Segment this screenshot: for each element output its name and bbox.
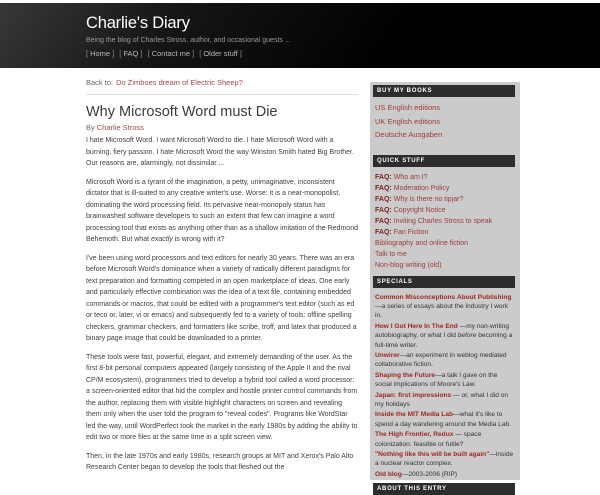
quick-stuff-item-talk-to-me: [375, 249, 515, 260]
specials-desc: —my non-writing autobiography, or what I did: [375, 322, 510, 340]
specials-item-common-misconceptions: [375, 293, 515, 321]
sidebar-link-mit-media-lab[interactable]: Inside the MIT Media Lab: [375, 411, 454, 419]
sidebar-link-bibliography[interactable]: Bibliography and online fiction: [375, 239, 469, 247]
quick-stuff-item-copyright-notice: [375, 205, 515, 216]
post-paragraph-2: [86, 177, 358, 246]
post-paragraph-3: I've been using word processors and text editors for nearly 30 years. There was an era before Microsoft Word's dominance when a variety of radically different paradigms for text preparation and formatting competed in an open marketplace of ideas. One early and particularly effective combination was the idea of a text file, containing embedded commands or macros, that could be edited with a programmer's text editor (such as ed or teco or, later, vi or emacs) and subsequently fed to a variety of tools: offline spelling checkers, grammar checkers, and formatters like scribe, troff, and latex that produced a binary page image that could be downloaded to a printer.: [86, 254, 357, 342]
sidebar-link-talk-to-me[interactable]: Talk to me: [375, 250, 407, 258]
quick-stuff-item-non-blog-writing: [375, 260, 515, 271]
sidebar-link-unwirer[interactable]: Unwirer: [375, 351, 400, 359]
faq-prefix: FAQ:: [375, 228, 392, 236]
sidebar-link-no-tipjar[interactable]: Why is there no tipjar?: [393, 195, 464, 203]
byline-prefix: By: [86, 123, 95, 132]
back-to-label: Back to:: [86, 78, 114, 87]
main-content: [86, 78, 358, 481]
bracket: ]: [239, 49, 242, 58]
sidebar-section-quick-stuff: [373, 172, 515, 271]
bracket: [: [119, 49, 122, 58]
sidebar-link-shaping-the-future[interactable]: Shaping the Future: [375, 371, 436, 379]
faq-prefix: FAQ:: [375, 217, 392, 225]
sidebar-link-inviting-charles-stross[interactable]: Inviting Charles Stross to speak: [393, 217, 493, 225]
bracket: ]: [192, 49, 195, 58]
quick-stuff-item-moderation-policy: [375, 183, 515, 194]
sidebar: [370, 82, 520, 493]
specials-item-japan-first-impressions: [375, 391, 515, 410]
quick-stuff-item-who-am-i: [375, 172, 515, 183]
quick-stuff-item-fan-fiction: [375, 227, 515, 238]
nav-item-home[interactable]: [86, 49, 114, 58]
sidebar-link-high-frontier-redux[interactable]: The High Frontier, Redux: [375, 431, 454, 439]
specials-desc: — or, what I did on my holidays: [375, 391, 509, 408]
header-nav: [86, 49, 600, 58]
sidebar-link-nothing-like-this[interactable]: "Nothing like this will be built again": [375, 451, 490, 458]
sidebar-link-deutsche-ausgaben[interactable]: Deutsche Ausgaben: [375, 130, 443, 139]
quick-stuff-item-inviting-charles-stross: [375, 216, 515, 227]
site-header: [0, 3, 600, 68]
bracket: [: [86, 49, 89, 58]
specials-desc: —a series of essays about the industry I work in.: [375, 302, 509, 320]
sidebar-link-fan-fiction[interactable]: Fan Fiction: [393, 228, 429, 236]
site-subtitle: Being the blog of Charles Stross, author, and occasional guests ...: [86, 37, 291, 44]
nav-item-faq[interactable]: [119, 49, 142, 58]
specials-item-high-frontier-redux: [375, 430, 515, 449]
sidebar-link-moderation-policy[interactable]: Moderation Policy: [393, 184, 450, 192]
paragraph-emphasis: exactly: [150, 236, 173, 243]
quick-stuff-item-bibliography: [375, 238, 515, 249]
nav-item-older-stuff[interactable]: [199, 49, 242, 58]
specials-item-how-i-got-here: [375, 322, 515, 350]
section-header-buy-my-books: BUY MY BOOKS: [373, 85, 515, 97]
sidebar-link-copyright-notice[interactable]: Copyright Notice: [393, 206, 446, 214]
sidebar-link-common-misconceptions[interactable]: Common Misconceptions About Publishing: [375, 293, 512, 301]
section-header-specials: SPECIALS: [373, 276, 515, 288]
faq-prefix: FAQ:: [375, 195, 392, 203]
sidebar-link-who-am-i[interactable]: Who am I?: [393, 173, 428, 181]
nav-link-older-stuff[interactable]: Older stuff: [203, 49, 238, 58]
sidebar-link-how-i-got-here[interactable]: How I Got Here In The End: [375, 322, 458, 330]
specials-item-mit-media-lab: [375, 410, 515, 429]
paragraph-text: Microsoft Word is a tyrant of the imagination, a petty, unimaginative, inconsistent dictator that is ill-suited to any creative writer's use. Worse: it is a near-monopolist, dominating the word processing field. Its pervasive near-monopoly status has brainwashed software developers to such an extent that few can imagine a word processing tool that exists as anything other than as a shallow imitation of the Redmond Behemoth. But what: [86, 178, 358, 243]
faq-prefix: FAQ:: [375, 173, 392, 181]
specials-item-nothing-like-this: [375, 450, 515, 469]
sidebar-link-old-blog[interactable]: Old blog: [375, 470, 402, 478]
specials-desc: —an experiment in weblog mediated collaborative fiction.: [375, 351, 507, 369]
specials-item-unwirer: [375, 351, 515, 370]
sidebar-link-japan-first-impressions[interactable]: Japan: first impressions: [375, 391, 452, 399]
nav-link-contact-me[interactable]: Contact me: [151, 49, 191, 58]
bracket: [: [147, 49, 150, 58]
sidebar-section-specials: [373, 293, 515, 480]
sidebar-link-us-english-editions[interactable]: US English editions: [375, 103, 441, 112]
section-header-about-this-entry: ABOUT THIS ENTRY: [373, 483, 515, 495]
specials-item-old-blog: [375, 470, 515, 479]
nav-item-contact-me[interactable]: [148, 49, 195, 58]
bracket: [: [199, 49, 202, 58]
previous-entry-link[interactable]: Do Zimboes dream of Electric Sheep?: [116, 78, 243, 87]
sidebar-link-uk-english-editions[interactable]: UK English editions: [375, 116, 441, 126]
post-paragraph-5: Then, in the late 1970s and early 1980s, research groups at MIT and Xerox's Palo Alto Research Center began to develop the tools that fleshed out the: [86, 452, 354, 471]
specials-item-shaping-the-future: [375, 371, 515, 390]
breadcrumb: [86, 78, 358, 95]
specials-desc: becoming a full-time writer.: [375, 332, 513, 349]
specials-desc: —2003-2006 (RIP): [401, 470, 458, 478]
site-title[interactable]: Charlie's Diary: [86, 14, 190, 32]
author-link[interactable]: Charlie Stross: [96, 123, 144, 132]
specials-desc: —what it's like to spend a day wandering around the Media Lab.: [375, 411, 512, 428]
post-paragraph-4: These tools were fast, powerful, elegant, and extremely demanding of the user. As the first 8-bit personal computers appeared (largely consisting of the Apple II and the rival CP/M ecosystem), programmers tried to develop a hybrid tool called a word processor: a screen-oriented editor that hid the complex and hostile printer control commands from the author, replacing them with visible highlight characters on screen and revealing them only when the user told the program to "reveal codes". Programs like WordStar led the way, until WordPerfect took the market in the early 1980s by adding the ability to edit two or more files at the same time in a split screen view.: [86, 353, 358, 441]
faq-prefix: FAQ:: [375, 206, 392, 214]
byline: [86, 123, 358, 132]
sidebar-section-buy-books: [373, 101, 515, 142]
quick-stuff-item-no-tipjar: [375, 194, 515, 205]
paragraph-text: is wrong with it?: [172, 236, 225, 243]
sidebar-link-non-blog-writing[interactable]: Non-blog writing (old): [375, 261, 442, 269]
section-header-quick-stuff: QUICK STUFF: [373, 155, 515, 167]
bracket: ]: [140, 49, 143, 58]
nav-link-home[interactable]: Home: [90, 49, 111, 58]
post-title: Why Microsoft Word must Die: [86, 104, 278, 120]
specials-desc: —inside a nuclear reactor complex.: [375, 451, 514, 468]
bracket: ]: [112, 49, 115, 58]
faq-prefix: FAQ:: [375, 184, 392, 192]
post-paragraph-1: I hate Microsoft Word. I want Microsoft Word to die. I hate Microsoft Word with a burning, fiery passion. I hate Microsoft Word the way Winston Smith hated Big Brother. Our reasons are, alarmingly, not dissimilar ...: [86, 137, 354, 167]
specials-desc: —a talk I gave on the social implications of Moore's Law.: [375, 371, 498, 389]
nav-link-faq[interactable]: FAQ: [123, 49, 139, 58]
specials-desc: — space colonization: feasible or futile?: [375, 431, 482, 448]
specials-desc-emphasis: before: [457, 332, 477, 340]
